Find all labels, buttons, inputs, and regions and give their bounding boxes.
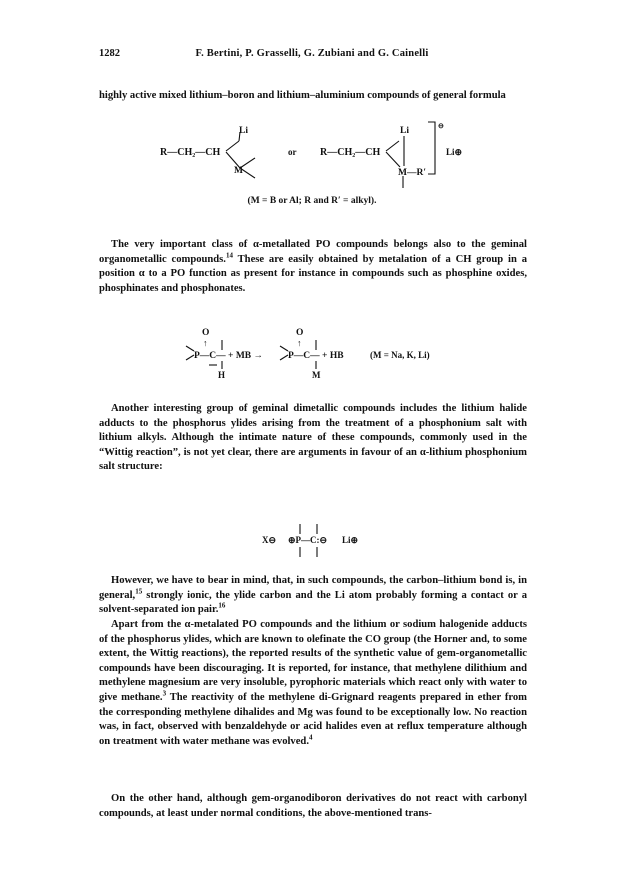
right-charge-label: ⊖ — [438, 122, 444, 130]
ylide-label: ⊕P—C:⊖ — [288, 535, 328, 545]
left-metal-label: M — [234, 166, 243, 176]
product-label: P—C— + HB — [288, 351, 344, 361]
running-authors: F. Bertini, P. Grasselli, G. Zubiani and G. Cainelli — [195, 48, 429, 59]
scheme-phosphonium-salt — [262, 520, 392, 560]
arrow-up-label: ↑ — [203, 338, 208, 348]
scheme-mixed-formulas — [160, 122, 480, 192]
paragraph-organodiboron: On the other hand, although gem-organodiboron derivatives do not react with carbonyl compounds, at least under normal conditions, the above-mentioned trans- — [99, 793, 527, 819]
reactant-label: P—C— + MB → — [194, 351, 264, 361]
halide-anion-label: X⊖ — [262, 535, 277, 545]
paragraph-ionic-bond: However, we have to bear in mind, that, in such compounds, the carbon–lithium bond is, in general,$^{15}$ strongly ionic, the ylide carbon and the Li atom probably forming a contact or a solvent-separated ion pair.$^{16}$ — [99, 575, 527, 616]
metal-condition-label: (M = Na, K, Li) — [370, 350, 430, 360]
left-chain-label: R—CH₂—CH — [160, 147, 221, 158]
lithium-cation-label: Li⊕ — [342, 535, 359, 545]
right-lithium-label: Li — [400, 126, 409, 136]
metal-product-label: M — [312, 370, 321, 380]
hydrogen-label: H — [218, 370, 226, 380]
arrow-up-product-label: ↑ — [297, 338, 302, 348]
oxygen-label: O — [202, 328, 210, 338]
left-lithium-label: Li — [239, 126, 248, 136]
reference-3: 3 — [162, 689, 167, 698]
scheme-caption: (M = B or Al; R and R′ = alkyl). — [247, 196, 377, 206]
oxygen-product-label: O — [296, 328, 304, 338]
paragraph-po-compounds: The very important class of α-metallated PO compounds belongs also to the geminal organometallic compounds.$^{14}$ These are easily obtained by metalation of a CH group in a position α to a PO function as present for instance in compounds such as phosphine oxides, phosphinates and phosphonates. — [99, 239, 527, 294]
page-number: 1282 — [99, 48, 120, 59]
or-label: or — [288, 147, 297, 157]
reference-14: 14 — [225, 251, 233, 260]
paragraph-mixed-compounds: highly active mixed lithium–boron and lithium–aluminium compounds of general formula — [99, 90, 506, 101]
right-metal-label: M—R′ — [398, 168, 426, 178]
right-counterion-label: Li⊕ — [446, 147, 463, 157]
reference-15: 15 — [135, 587, 143, 596]
paragraph-wittig: Another interesting group of geminal dimetallic compounds includes the lithium halide adducts to the phosphorus ylides arising from the treatment of a phosphonium salt with lithium alkyls. Although the intimate nature of these compounds, commonly used in the “Wittig reaction”, is not yet clear, there are arguments in favour of an α-lithium phosphonium salt structure: — [99, 403, 527, 473]
paragraph-gem-organometallic: Apart from the α-metalated PO compounds and the lithium or sodium halogenide adducts of the phosphorus ylides, which are known to olefinate the CO group (the Horner and, to some extent, the Wittig reactions), the reported results of the synthetic value of gem-organometallic compounds have been discouraging. It is reported, for instance, that methylene dilithium and methylene magnesium are very insoluble, pyrophoric materials which react only with water to give methane.$^3$ The reactivity of the methylene di-Grignard reagents prepared in ether from the corresponding methylene dihalides and Mg was found to be exceptionally low. No reaction was, in fact, observed with benzaldehyde or acid halides even at reflux temperature although on treatment with water methane was evolved.$^4$ — [99, 619, 527, 747]
reference-4: 4 — [308, 733, 313, 742]
right-chain-label: R—CH₂—CH — [320, 147, 381, 158]
scheme-metalation — [180, 326, 440, 386]
reference-16: 16 — [218, 601, 226, 610]
running-header — [99, 48, 525, 64]
